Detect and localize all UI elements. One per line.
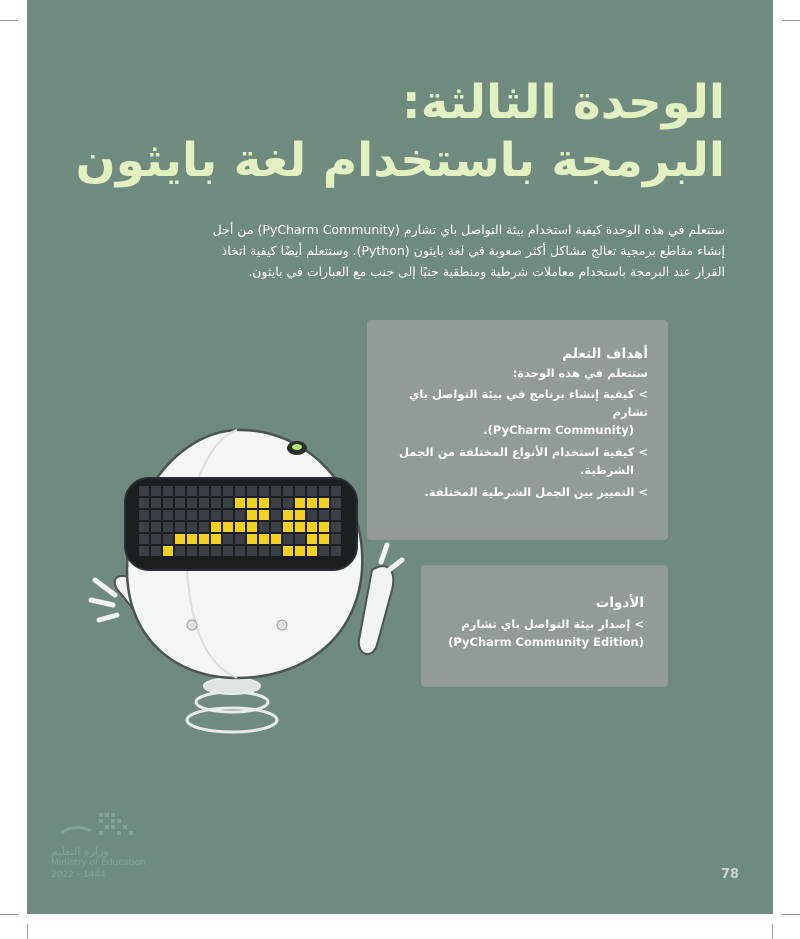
screen-pixel xyxy=(175,534,185,544)
screen-pixel xyxy=(271,486,281,496)
learning-goals-subtitle: ستتعلم في هذه الوحدة: xyxy=(512,366,648,380)
learning-goal-item xyxy=(383,385,648,439)
crop-mark xyxy=(27,924,28,939)
screen-pixel xyxy=(151,534,161,544)
screen-pixel xyxy=(307,510,317,520)
screen-pixel xyxy=(331,546,341,556)
screen-pixel xyxy=(235,510,245,520)
screen-pixel xyxy=(247,534,257,544)
screen-pixel xyxy=(187,510,197,520)
screen-pixel xyxy=(211,534,221,544)
screen-pixel xyxy=(211,510,221,520)
hover-rings-icon xyxy=(187,678,277,732)
screen-pixel xyxy=(187,498,197,508)
screen-pixel xyxy=(247,510,257,520)
screen-pixel xyxy=(163,486,173,496)
screen-pixel xyxy=(163,498,173,508)
screen-pixel xyxy=(247,498,257,508)
screen-pixel xyxy=(259,522,269,532)
ministry-logo-year: 2022 - 1444 xyxy=(51,870,106,880)
intro-line: القرار عند البرمجة باستخدام معاملات شرطية ومنطقية جنبًا إلى جنب مع العبارات في بايثون. xyxy=(248,264,725,279)
screen-pixel xyxy=(295,486,305,496)
screen-pixel xyxy=(307,498,317,508)
tools-card xyxy=(421,565,668,687)
screen-pixel xyxy=(247,546,257,556)
screen-pixel xyxy=(199,546,209,556)
screen-pixel xyxy=(139,522,149,532)
screen-pixel xyxy=(175,486,185,496)
screen-pixel xyxy=(139,546,149,556)
tool-item xyxy=(435,615,644,651)
learning-goal-text: > كيفية استخدام الأنواع المختلفة من الجمل xyxy=(399,445,648,459)
screen-pixel xyxy=(163,534,173,544)
screen-pixel xyxy=(211,498,221,508)
tools-title: الأدوات xyxy=(595,595,644,611)
crop-mark xyxy=(782,914,800,915)
screen-pixel xyxy=(139,534,149,544)
screen-pixel xyxy=(151,546,161,556)
learning-goal-text: > كيفية إنشاء برنامج في بيئة التواصل باي تشارم xyxy=(408,387,648,419)
screen-pixel xyxy=(283,486,293,496)
screen-pixel xyxy=(139,486,149,496)
screen-pixel xyxy=(223,546,233,556)
screen-pixel xyxy=(199,486,209,496)
screen-pixel xyxy=(283,546,293,556)
screen-pixel xyxy=(187,534,197,544)
screen-pixel xyxy=(211,486,221,496)
screen-pixel xyxy=(223,510,233,520)
screen-pixel xyxy=(163,546,173,556)
crop-mark xyxy=(772,924,773,939)
book-page xyxy=(27,0,773,914)
learning-goals-card xyxy=(367,320,668,540)
screen-pixel xyxy=(163,510,173,520)
screen-pixel xyxy=(295,522,305,532)
screen-pixel xyxy=(175,498,185,508)
screen-pixel xyxy=(175,522,185,532)
screen-pixel xyxy=(199,510,209,520)
screen-pixel xyxy=(283,534,293,544)
screen-pixel xyxy=(223,534,233,544)
screen-pixel xyxy=(163,522,173,532)
screen-pixel xyxy=(247,522,257,532)
screen-pixel xyxy=(187,546,197,556)
screen-pixel xyxy=(199,522,209,532)
screen-pixel xyxy=(235,522,245,532)
learning-goal-text: > التمييز بين الجمل الشرطية المختلفة. xyxy=(424,485,648,499)
crop-mark xyxy=(0,914,18,915)
screen-pixel xyxy=(283,510,293,520)
screen-pixel xyxy=(235,498,245,508)
screen-pixel xyxy=(319,534,329,544)
screen-pixel xyxy=(235,546,245,556)
ministry-logo-text: وزارة التعليم xyxy=(51,845,109,858)
ministry-logo xyxy=(51,805,191,880)
screen-pixel xyxy=(307,534,317,544)
screen-pixel xyxy=(271,546,281,556)
screen-pixel xyxy=(223,498,233,508)
screen-pixel xyxy=(211,522,221,532)
learning-goals-title: أهداف التعلم xyxy=(562,346,648,362)
screen-pixel xyxy=(211,546,221,556)
screen-pixel xyxy=(259,546,269,556)
screen-pixel xyxy=(151,498,161,508)
intro-paragraph xyxy=(105,219,725,282)
tool-text: > إصدار بيئة التواصل باي تشارم xyxy=(461,617,644,631)
screen-pixel xyxy=(331,522,341,532)
learning-goals-list xyxy=(383,385,648,501)
screen-pixel xyxy=(331,498,341,508)
learning-goal-item xyxy=(383,483,648,501)
screen-pixel xyxy=(307,546,317,556)
screen-pixel xyxy=(331,510,341,520)
tools-list xyxy=(435,615,644,651)
screen-pixel xyxy=(259,486,269,496)
screen-pixel xyxy=(151,510,161,520)
screen-pixel xyxy=(331,534,341,544)
unit-title xyxy=(45,74,725,190)
learning-goal-item xyxy=(383,443,648,479)
screen-pixel xyxy=(319,522,329,532)
ministry-logo-icon xyxy=(51,805,141,841)
screen-pixel xyxy=(139,498,149,508)
crop-mark xyxy=(0,20,18,21)
ministry-logo-text-en: Ministry of Education xyxy=(51,858,146,868)
learning-goal-text-cont: (PyCharm Community). xyxy=(483,423,634,437)
intro-line: إنشاء مقاطع برمجية تعالج مشاكل أكثر صعوبة في لغة بايثون (Python). وستتعلم أيضًا كيفية اتخاذ xyxy=(221,243,725,258)
screen-pixel xyxy=(151,486,161,496)
crop-mark xyxy=(782,20,800,21)
screen-pixel xyxy=(223,522,233,532)
screen-pixel xyxy=(271,498,281,508)
screen-pixel xyxy=(295,546,305,556)
screen-pixel xyxy=(187,486,197,496)
learning-goal-text-cont: الشرطية. xyxy=(580,463,634,477)
page-number: 78 xyxy=(721,867,740,882)
intro-line: ستتعلم في هذه الوحدة كيفية استخدام بيئة التواصل باي تشارم (PyCharm Community) من أجل xyxy=(212,222,725,237)
screen-pixel xyxy=(199,534,209,544)
screen-pixel xyxy=(331,486,341,496)
screen-pixel xyxy=(307,486,317,496)
screen-pixel xyxy=(259,510,269,520)
screen-pixel xyxy=(235,486,245,496)
screen-pixel xyxy=(307,522,317,532)
screen-pixel xyxy=(283,498,293,508)
screen-pixel xyxy=(295,498,305,508)
screen-pixel xyxy=(199,498,209,508)
screen-pixel xyxy=(271,522,281,532)
screen-pixel xyxy=(139,510,149,520)
tool-text-cont: (PyCharm Community Edition) xyxy=(448,635,644,649)
screen-pixel xyxy=(247,486,257,496)
screen-pixel xyxy=(259,534,269,544)
screen-pixel xyxy=(259,498,269,508)
screen-pixel xyxy=(295,510,305,520)
screen-pixel xyxy=(283,522,293,532)
screen-pixel xyxy=(175,510,185,520)
screen-pixel xyxy=(235,534,245,544)
screen-pixel xyxy=(187,522,197,532)
screen-pixel xyxy=(319,486,329,496)
robot-right-arm-icon xyxy=(359,545,402,654)
screen-pixel xyxy=(271,534,281,544)
screen-pixel xyxy=(319,498,329,508)
screen-pixel xyxy=(319,510,329,520)
screen-pixel xyxy=(319,546,329,556)
screen-pixel xyxy=(271,510,281,520)
unit-title-line: البرمجة باستخدام لغة بايثون xyxy=(75,133,725,188)
screen-pixel xyxy=(295,534,305,544)
unit-title-line: الوحدة الثالثة: xyxy=(401,75,725,130)
screen-pixel xyxy=(223,486,233,496)
screen-pixel xyxy=(175,546,185,556)
screen-pixel xyxy=(151,522,161,532)
